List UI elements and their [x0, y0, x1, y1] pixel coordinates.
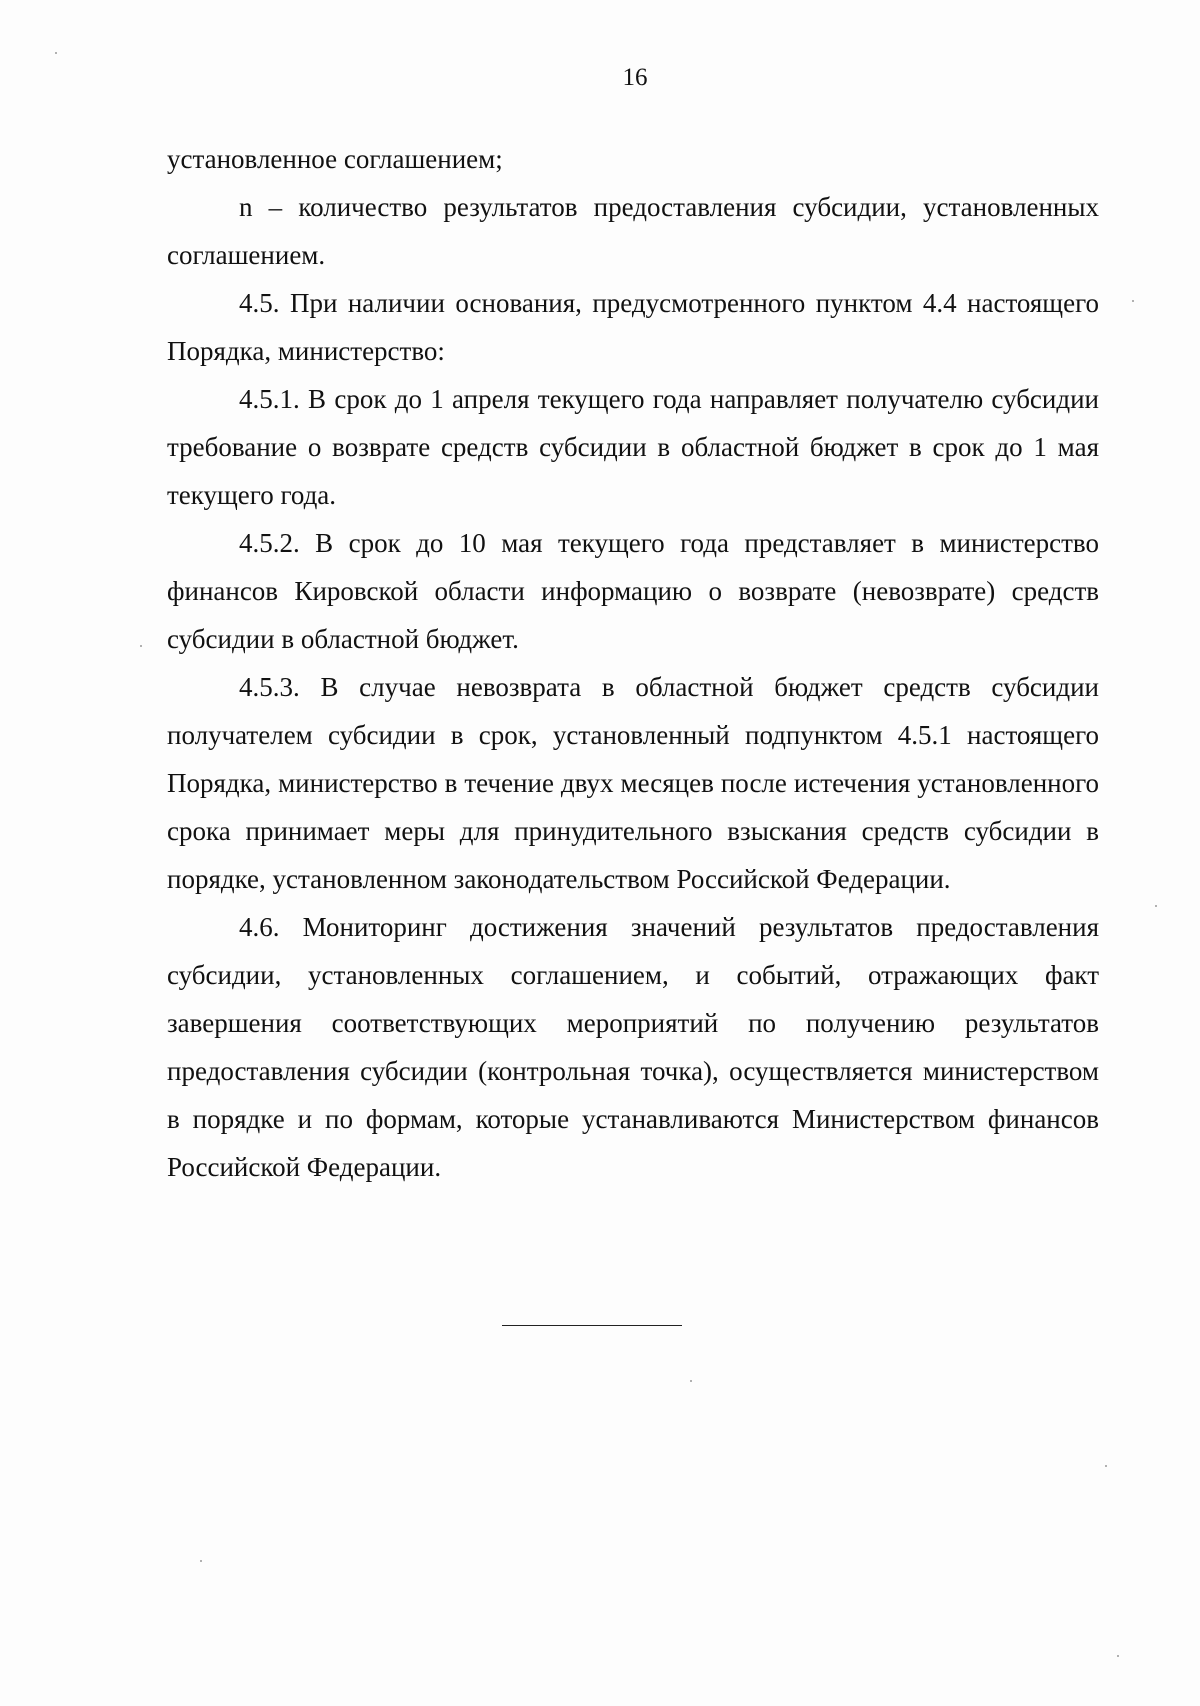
scan-speck [1117, 1655, 1119, 1657]
scan-speck [1132, 300, 1134, 302]
paragraph-4-5: 4.5. При наличии основания, предусмотренного пунктом 4.4 настоящего Порядка, министерство: [167, 288, 1099, 366]
paragraph-4-5-2: 4.5.2. В срок до 10 мая текущего года представляет в министерство финансов Кировской области информацию о возврате (невозврате) средств субсидии в областной бюджет. [167, 528, 1099, 654]
paragraph-4-5-3: 4.5.3. В случае невозврата в областной бюджет средств субсидии получателем субсидии в срок, установленный подпунктом 4.5.1 настоящего Порядка, министерство в течение двух месяцев после истечения установленного срока принимает меры для принудительного взыскания средств субсидии в порядке, установленном законодательством Российской Федерации. [167, 672, 1099, 894]
scan-speck [1155, 905, 1157, 907]
paragraph-4-6: 4.6. Мониторинг достижения значений результатов предоставления субсидии, установленных соглашением, и событий, отражающих факт завершения соответствующих мероприятий по получению результатов предоставления субсидии (контрольная точка), осуществляется министерством в порядке и по формам, которые устанавливаются Министерством финансов Российской Федерации. [167, 912, 1099, 1182]
scan-speck [1105, 1465, 1107, 1467]
scan-speck [690, 1380, 692, 1382]
paragraph-n-definition: n – количество результатов предоставления субсидии, установленных соглашением. [167, 192, 1099, 270]
page-number: 16 [622, 64, 648, 91]
document-body [167, 135, 1099, 1191]
paragraph-continuation: установленное соглашением; [167, 144, 503, 174]
end-of-text-rule [502, 1325, 682, 1326]
scan-speck [200, 1560, 202, 1562]
scan-speck [140, 645, 142, 647]
paragraph-4-5-1: 4.5.1. В срок до 1 апреля текущего года направляет получателю субсидии требование о возврате средств субсидии в областной бюджет в срок до 1 мая текущего года. [167, 384, 1099, 510]
scan-speck [55, 52, 57, 54]
